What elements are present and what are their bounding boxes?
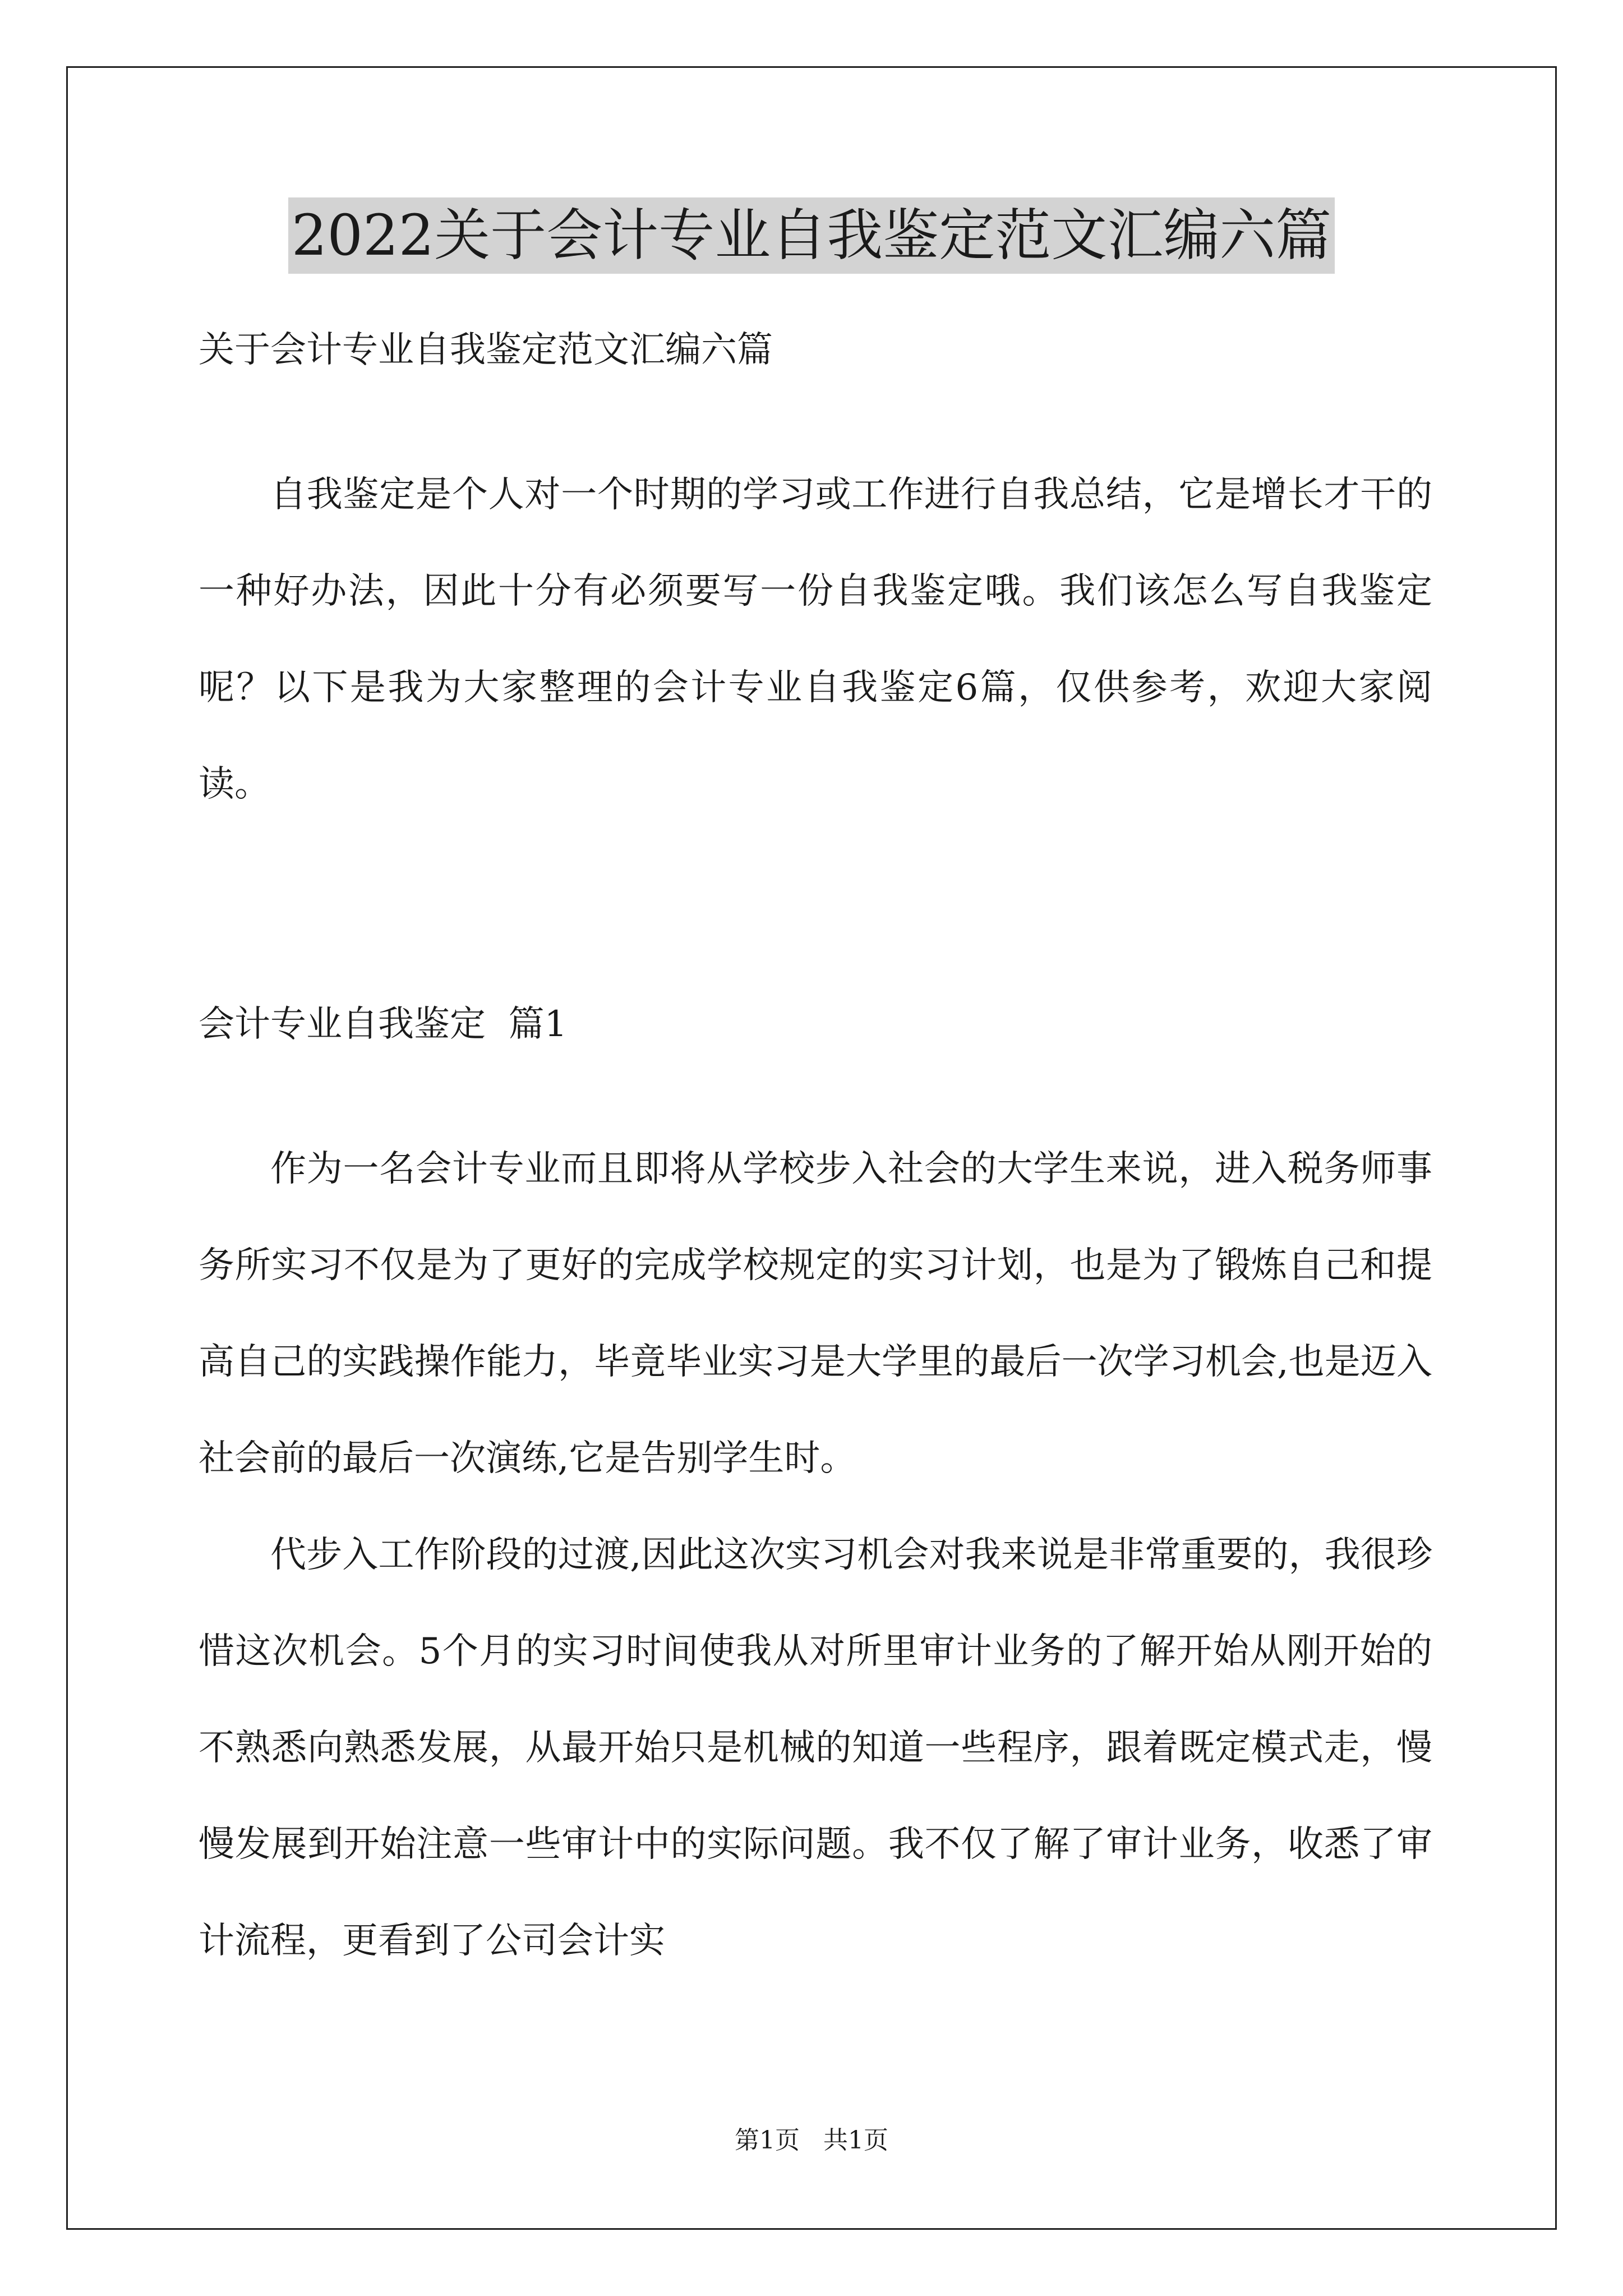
body-paragraph-2: 代步入工作阶段的过渡,因此这次实习机会对我来说是非常重要的，我很珍惜这次机会。5个月的实习时间使我从对所里审计业务的了解开始从刚开始的不熟悉向熟悉发展，从最开始只是机械的知道一些程序，跟着既定模式走，慢慢发展到开始注意一些审计中的实际问题。我不仅了解了审计业务，收悉了审计流程，更看到了公司会计实: [199, 1534, 1432, 1962]
page-footer: [0, 2124, 1623, 2157]
intro-paragraph: 自我鉴定是个人对一个时期的学习或工作进行自我总结，它是增长才干的一种好办法，因此十分有必须要写一份自我鉴定哦。我们该怎么写自我鉴定呢？以下是我为大家整理的会计专业自我鉴定6篇，仅供参考，欢迎大家阅读。: [199, 474, 1432, 805]
document-title: 2022关于会计专业自我鉴定范文汇编六篇: [288, 197, 1335, 274]
page-number: 第1页 共1页: [735, 2126, 888, 2155]
section-heading-block: [199, 976, 1432, 1073]
intro-block: [199, 447, 1432, 832]
subtitle-text: 关于会计专业自我鉴定范文汇编六篇: [199, 329, 773, 371]
title-wrap: [0, 197, 1623, 274]
body-paragraph-1: 作为一名会计专业而且即将从学校步入社会的大学生来说，进入税务师事务所实习不仅是为了更好的完成学校规定的实习计划，也是为了锻炼自己和提高自己的实践操作能力，毕竟毕业实习是大学里的最后一次学习机会,也是迈入社会前的最后一次演练,它是告别学生时。: [199, 1148, 1432, 1479]
document-subtitle: [199, 302, 1432, 398]
section-body: [199, 1121, 1432, 1989]
section-heading: 会计专业自我鉴定 篇1: [199, 1004, 568, 1045]
